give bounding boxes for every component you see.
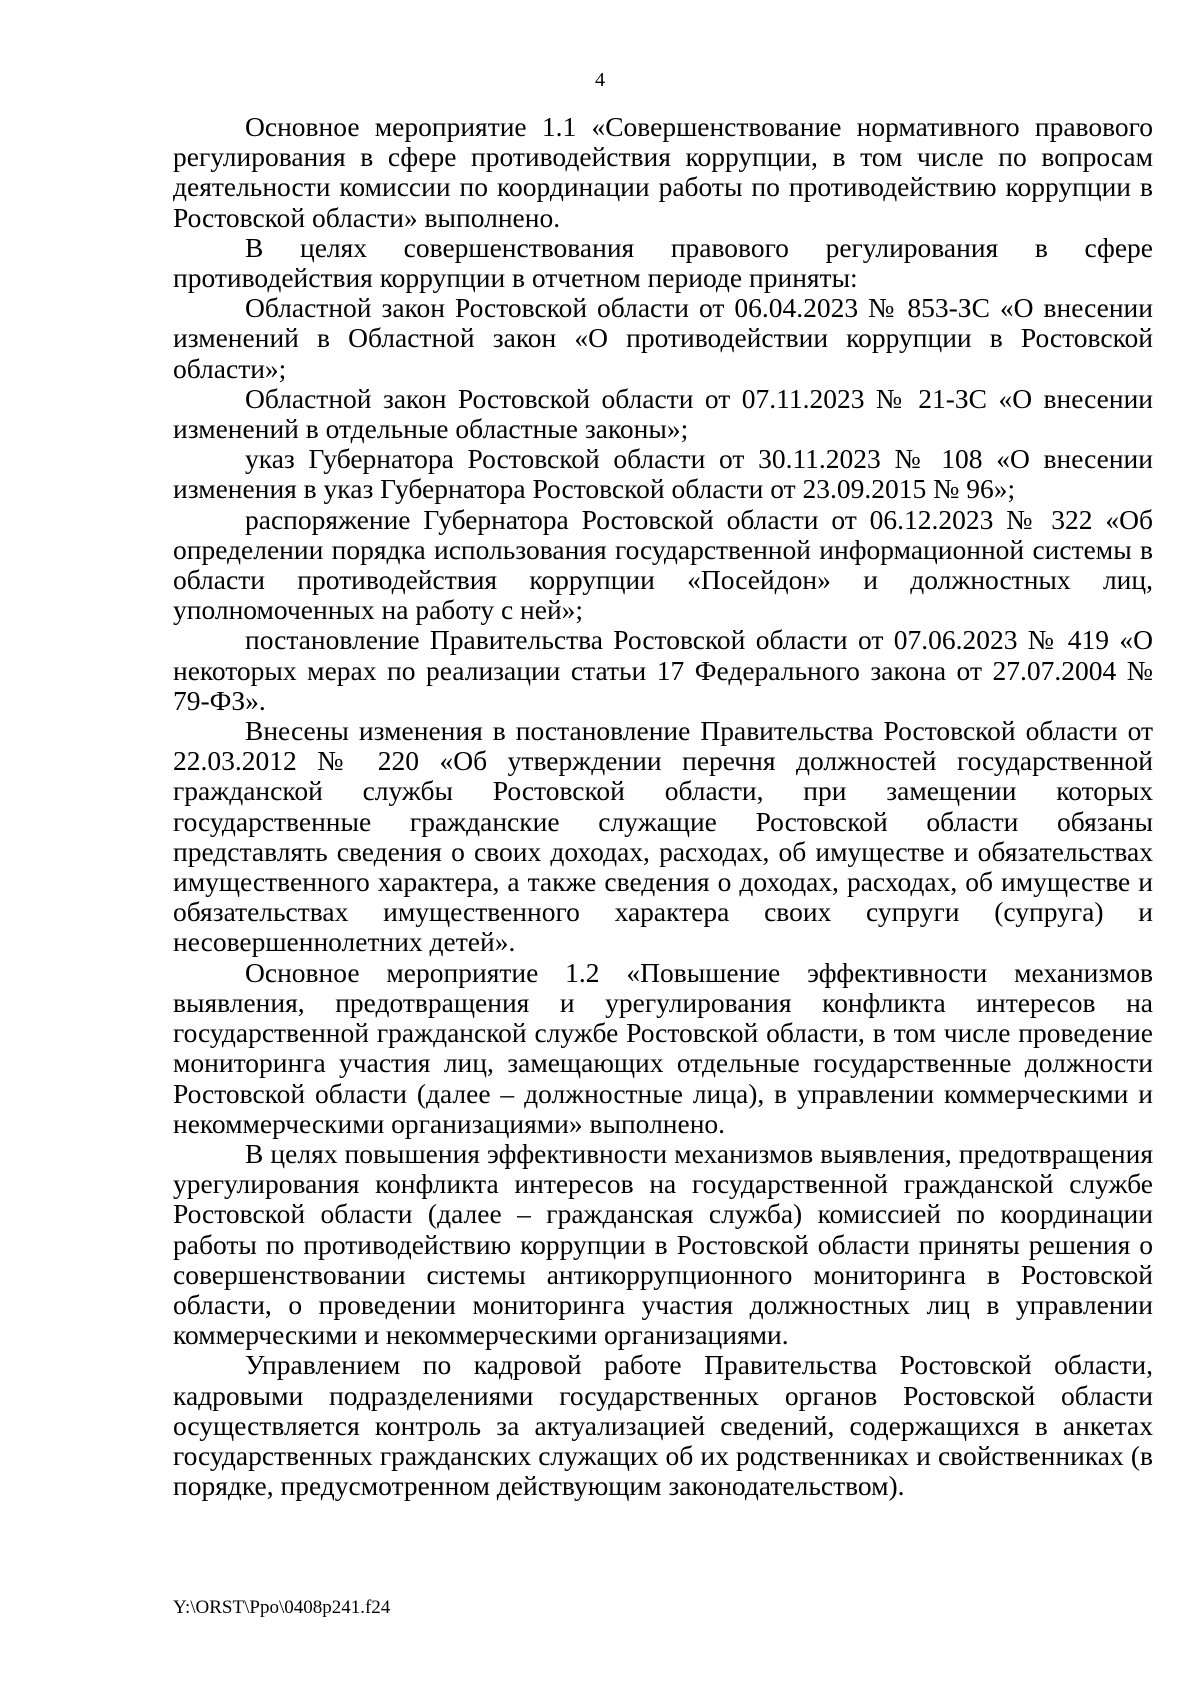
page-number: 4 [595,69,605,91]
paragraph-amendments-220: Внесены изменения в постановление Правительства Ростовской области от 22.03.2012 № 220 «Об утверждении перечня должностей государственной гражданской службы Ростовской области, при замещении которых государственные гражданские служащие Ростовской области обязаны представлять сведения о своих доходах, расходах, об имуществе и обязательствах имущественного характера, а также сведения о доходах, расходах, об имуществе и обязательствах имущественного характера своих супруги (супруга) и несовершеннолетних детей». [173,715,1153,958]
footer-file-path: Y:\ORST\Ppo\0408p241.f24 [173,1597,391,1618]
document-body [173,112,1153,1501]
paragraph-order-322: распоряжение Губернатора Ростовской области от 06.12.2023 № 322 «Об определении порядка использования государственной информационной системы в области противодействия коррупции «Посейдон» и должностных лиц, уполномоченных на работу с ней»; [173,503,1153,626]
paragraph-main-event-1-2: Основное мероприятие 1.2 «Повышение эффективности механизмов выявления, предотвращения и урегулирования конфликта интересов на государственной гражданской службе Ростовской области, в том числе проведение мониторинга участия лиц, замещающих отдельные государственные должности Ростовской области (далее – должностные лица), в управлении коммерческими и некоммерческими организациями» выполнено. [173,956,1153,1139]
paragraph-regulation-intro: В целях совершенствования правового регулирования в сфере противодействия коррупции в отчетном периоде приняты: [173,231,1153,294]
paragraph-main-event-1-1: Основное мероприятие 1.1 «Совершенствование нормативного правового регулирования в сфере противодействия коррупции, в том числе по вопросам деятельности комиссии по координации работы по противодействию коррупции в Ростовской области» выполнено. [173,111,1153,233]
paragraph-resolution-419: постановление Правительства Ростовской области от 07.06.2023 № 419 «О некоторых мерах по реализации статьи 17 Федерального закона от 27.07.2004 № 79-ФЗ». [173,624,1153,716]
paragraph-law-853: Областной закон Ростовской области от 06.04.2023 № 853-ЗС «О внесении изменений в Областной закон «О противодействии коррупции в Ростовской области»; [173,292,1153,384]
paragraph-commission-decisions: В целях повышения эффективности механизмов выявления, предотвращения урегулирования конфликта интересов на государственной гражданской службе Ростовской области (далее – гражданская служба) комиссией по координации работы по противодействию коррупции в Ростовской области приняты решения о совершенствовании системы антикоррупционного мониторинга в Ростовской области, о проведении мониторинга участия должностных лиц в управлении коммерческими и некоммерческими организациями. [173,1137,1153,1351]
paragraph-personnel-control: Управлением по кадровой работе Правительства Ростовской области, кадровыми подразделениями государственных органов Ростовской области осуществляется контроль за актуализацией сведений, содержащихся в анкетах государственных гражданских служащих об их родственниках и свойственниках (в порядке, предусмотренном действующим законодательством). [173,1349,1153,1502]
paragraph-decree-108: указ Губернатора Ростовской области от 30.11.2023 № 108 «О внесении изменения в указ Губернатора Ростовской области от 23.09.2015 № 96»; [173,443,1153,505]
paragraph-law-21: Областной закон Ростовской области от 07.11.2023 № 21-ЗС «О внесении изменений в отдельные областные законы»; [173,382,1153,445]
